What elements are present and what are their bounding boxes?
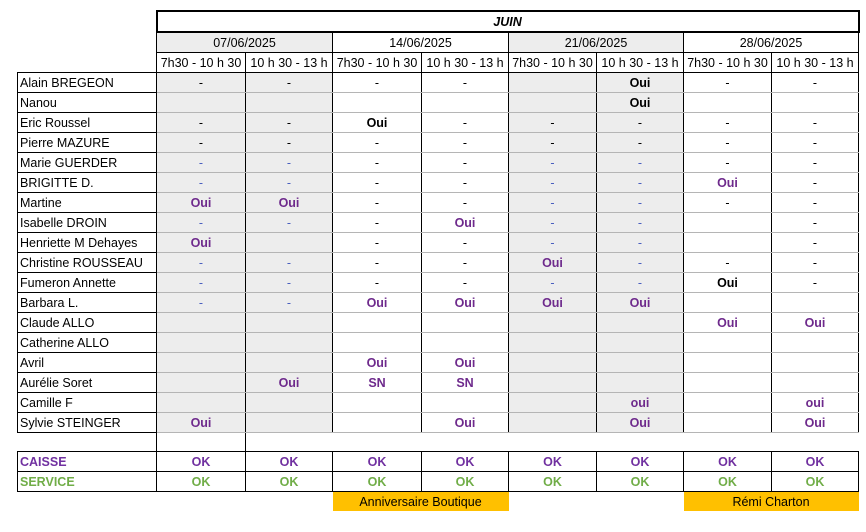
slot-cell[interactable]: -	[422, 273, 509, 293]
slot-cell[interactable]: -	[684, 73, 772, 93]
slot-cell[interactable]: -	[157, 173, 246, 193]
slot-cell[interactable]	[509, 313, 597, 333]
slot-cell[interactable]: Oui	[684, 173, 772, 193]
slot-cell[interactable]	[422, 313, 509, 333]
table-row	[18, 293, 859, 313]
slot-cell[interactable]	[772, 333, 859, 353]
table-row	[18, 213, 859, 233]
slot-cell[interactable]: -	[246, 113, 333, 133]
person-name: Aurélie Soret	[18, 373, 157, 393]
caisse-status: OK	[157, 452, 246, 472]
table-row	[18, 93, 859, 113]
slot-cell[interactable]: -	[772, 133, 859, 153]
slot-cell[interactable]: Oui	[597, 93, 684, 113]
slot-cell[interactable]: Oui	[597, 293, 684, 313]
month-title: JUIN	[157, 11, 859, 32]
slot-cell[interactable]: Oui	[333, 113, 422, 133]
slot-cell[interactable]: Oui	[422, 353, 509, 373]
slot-cell[interactable]: -	[509, 113, 597, 133]
slot-cell[interactable]: -	[684, 253, 772, 273]
slot-cell[interactable]: Oui	[157, 193, 246, 213]
slot-cell[interactable]	[509, 393, 597, 413]
slot-cell[interactable]: -	[157, 73, 246, 93]
slot-cell[interactable]: -	[597, 153, 684, 173]
slot-cell[interactable]	[157, 373, 246, 393]
service-status: OK	[422, 472, 509, 492]
person-name: Avril	[18, 353, 157, 373]
person-name: Camille F	[18, 393, 157, 413]
table-row	[18, 253, 859, 273]
slot-cell[interactable]	[684, 353, 772, 373]
table-row	[18, 333, 859, 353]
slot-cell[interactable]: -	[157, 133, 246, 153]
table-row	[18, 373, 859, 393]
person-name: Henriette M Dehayes	[18, 233, 157, 253]
person-name: Catherine ALLO	[18, 333, 157, 353]
slot-cell[interactable]: -	[422, 133, 509, 153]
caisse-label: CAISSE	[18, 452, 157, 472]
slot-cell[interactable]	[246, 233, 333, 253]
slot-cell[interactable]: -	[509, 153, 597, 173]
slot-cell[interactable]: -	[597, 233, 684, 253]
slot-cell[interactable]: -	[422, 153, 509, 173]
slot-cell[interactable]: -	[684, 133, 772, 153]
slot-cell[interactable]: oui	[772, 393, 859, 413]
person-name: Christine ROUSSEAU	[18, 253, 157, 273]
slot-cell[interactable]	[684, 233, 772, 253]
person-name: Pierre MAZURE	[18, 133, 157, 153]
person-name: Eric Roussel	[18, 113, 157, 133]
slot-cell[interactable]	[684, 213, 772, 233]
slot-cell[interactable]: -	[246, 73, 333, 93]
service-status: OK	[157, 472, 246, 492]
slot-cell[interactable]: -	[157, 293, 246, 313]
slot-cell[interactable]: -	[246, 253, 333, 273]
service-status: OK	[597, 472, 684, 492]
slot-cell[interactable]	[772, 353, 859, 373]
slot-cell[interactable]: -	[422, 173, 509, 193]
slot-cell[interactable]: Oui	[157, 413, 246, 433]
slot-header: 7h30 - 10 h 30	[684, 53, 772, 73]
slot-header: 10 h 30 - 13 h	[246, 53, 333, 73]
slot-cell[interactable]: Oui	[333, 353, 422, 373]
slot-cell[interactable]: -	[772, 213, 859, 233]
slot-cell[interactable]: -	[772, 113, 859, 133]
slot-cell[interactable]	[509, 413, 597, 433]
slot-cell[interactable]: Oui	[684, 313, 772, 333]
slot-cell[interactable]	[509, 353, 597, 373]
slot-cell[interactable]	[509, 373, 597, 393]
slot-cell[interactable]: -	[422, 73, 509, 93]
slot-cell[interactable]	[684, 333, 772, 353]
slot-cell[interactable]: -	[597, 173, 684, 193]
slot-cell[interactable]: -	[422, 253, 509, 273]
slot-cell[interactable]	[684, 93, 772, 113]
caisse-status: OK	[772, 452, 859, 472]
slot-cell[interactable]: Oui	[684, 273, 772, 293]
service-status: OK	[772, 472, 859, 492]
people-rows	[18, 73, 859, 433]
slot-cell[interactable]	[684, 373, 772, 393]
slot-cell[interactable]: -	[684, 193, 772, 213]
slot-cell[interactable]: Oui	[772, 413, 859, 433]
slot-cell[interactable]: -	[597, 273, 684, 293]
slot-cell[interactable]: -	[597, 113, 684, 133]
slot-cell[interactable]: Oui	[246, 193, 333, 213]
slot-cell[interactable]	[597, 333, 684, 353]
slot-cell[interactable]: -	[246, 293, 333, 313]
caisse-status: OK	[333, 452, 422, 472]
slot-cell[interactable]: SN	[422, 373, 509, 393]
slot-cell[interactable]	[597, 313, 684, 333]
slot-header: 10 h 30 - 13 h	[422, 53, 509, 73]
slot-cell[interactable]: -	[333, 73, 422, 93]
table-row	[18, 193, 859, 213]
slot-cell[interactable]: -	[684, 113, 772, 133]
slot-cell[interactable]: -	[597, 213, 684, 233]
date-header: 14/06/2025	[333, 32, 509, 53]
slot-cell[interactable]	[684, 413, 772, 433]
slot-cell[interactable]: Oui	[422, 413, 509, 433]
slot-cell[interactable]	[333, 313, 422, 333]
slot-cell[interactable]: -	[772, 253, 859, 273]
slot-cell[interactable]	[157, 353, 246, 373]
table-row	[18, 173, 859, 193]
slot-cell[interactable]: -	[509, 173, 597, 193]
date-header: 28/06/2025	[684, 32, 859, 53]
table-row	[18, 73, 859, 93]
slot-cell[interactable]: -	[246, 173, 333, 193]
slot-cell[interactable]: -	[509, 133, 597, 153]
slot-cell[interactable]	[333, 333, 422, 353]
slot-cell[interactable]	[772, 373, 859, 393]
service-label: SERVICE	[18, 472, 157, 492]
slot-cell[interactable]: -	[333, 213, 422, 233]
slot-cell[interactable]: -	[509, 193, 597, 213]
slot-cell[interactable]: -	[597, 253, 684, 273]
slot-cell[interactable]	[246, 353, 333, 373]
slot-cell[interactable]: Oui	[333, 293, 422, 313]
event-banner: Rémi Charton	[684, 492, 859, 512]
table-row	[18, 273, 859, 293]
table-row	[18, 313, 859, 333]
table-row	[18, 233, 859, 253]
slot-cell[interactable]: Oui	[772, 313, 859, 333]
service-status: OK	[333, 472, 422, 492]
slot-cell[interactable]: -	[246, 133, 333, 153]
slot-cell[interactable]	[246, 93, 333, 113]
table-row	[18, 393, 859, 413]
service-status: OK	[246, 472, 333, 492]
slot-cell[interactable]	[157, 393, 246, 413]
slot-cell[interactable]: oui	[597, 393, 684, 413]
slot-cell[interactable]: -	[246, 273, 333, 293]
slot-cell[interactable]: -	[772, 153, 859, 173]
person-name: Marie GUERDER	[18, 153, 157, 173]
slot-cell[interactable]	[684, 393, 772, 413]
slot-cell[interactable]	[246, 313, 333, 333]
slot-cell[interactable]	[157, 93, 246, 113]
caisse-status: OK	[597, 452, 684, 472]
slot-cell[interactable]	[597, 373, 684, 393]
slot-cell[interactable]	[509, 73, 597, 93]
slot-cell[interactable]: -	[333, 273, 422, 293]
slot-cell[interactable]: -	[772, 233, 859, 253]
table-row	[18, 153, 859, 173]
slot-cell[interactable]: -	[597, 133, 684, 153]
person-name: Fumeron Annette	[18, 273, 157, 293]
slot-cell[interactable]: Oui	[422, 293, 509, 313]
person-name: BRIGITTE D.	[18, 173, 157, 193]
slot-header: 7h30 - 10 h 30	[157, 53, 246, 73]
service-status: OK	[684, 472, 772, 492]
slot-cell[interactable]: -	[333, 173, 422, 193]
slot-cell[interactable]: -	[157, 153, 246, 173]
slot-cell[interactable]: -	[157, 253, 246, 273]
person-name: Claude ALLO	[18, 313, 157, 333]
slot-cell[interactable]: -	[772, 273, 859, 293]
slot-cell[interactable]	[684, 293, 772, 313]
caisse-status: OK	[422, 452, 509, 472]
slot-cell[interactable]: Oui	[157, 233, 246, 253]
slot-cell[interactable]	[597, 353, 684, 373]
slot-cell[interactable]: -	[422, 233, 509, 253]
slot-cell[interactable]	[246, 333, 333, 353]
service-status: OK	[509, 472, 597, 492]
person-name: Isabelle DROIN	[18, 213, 157, 233]
slot-cell[interactable]	[333, 93, 422, 113]
schedule-sheet	[17, 10, 860, 511]
person-name: Sylvie STEINGER	[18, 413, 157, 433]
slot-cell[interactable]: Oui	[597, 73, 684, 93]
slot-header: 7h30 - 10 h 30	[509, 53, 597, 73]
slot-cell[interactable]	[509, 93, 597, 113]
slot-cell[interactable]: -	[772, 173, 859, 193]
person-name: Martine	[18, 193, 157, 213]
slot-cell[interactable]: -	[684, 153, 772, 173]
slot-cell[interactable]: -	[333, 193, 422, 213]
slot-cell[interactable]	[422, 93, 509, 113]
slot-cell[interactable]	[157, 313, 246, 333]
slot-cell[interactable]	[246, 413, 333, 433]
caisse-status: OK	[246, 452, 333, 472]
schedule-table	[17, 10, 860, 511]
table-row	[18, 413, 859, 433]
slot-cell[interactable]: Oui	[422, 213, 509, 233]
slot-cell[interactable]	[157, 333, 246, 353]
slot-cell[interactable]: -	[333, 133, 422, 153]
slot-cell[interactable]: Oui	[597, 413, 684, 433]
slot-header: 10 h 30 - 13 h	[597, 53, 684, 73]
caisse-status: OK	[509, 452, 597, 472]
slot-cell[interactable]: SN	[333, 373, 422, 393]
slot-cell[interactable]: -	[246, 153, 333, 173]
slot-cell[interactable]: -	[509, 233, 597, 253]
slot-cell[interactable]	[422, 393, 509, 413]
slot-cell[interactable]: -	[333, 233, 422, 253]
slot-cell[interactable]: -	[422, 193, 509, 213]
slot-cell[interactable]: Oui	[509, 253, 597, 273]
slot-cell[interactable]: -	[157, 273, 246, 293]
date-header: 21/06/2025	[509, 32, 684, 53]
caisse-status: OK	[684, 452, 772, 472]
slot-cell[interactable]: -	[597, 193, 684, 213]
table-row	[18, 113, 859, 133]
slot-cell[interactable]	[333, 393, 422, 413]
slot-cell[interactable]: Oui	[246, 373, 333, 393]
slot-cell[interactable]: -	[157, 113, 246, 133]
slot-cell[interactable]	[422, 333, 509, 353]
slot-cell[interactable]: -	[333, 253, 422, 273]
date-header: 07/06/2025	[157, 32, 333, 53]
slot-cell[interactable]: -	[772, 193, 859, 213]
slot-header: 10 h 30 - 13 h	[772, 53, 859, 73]
table-row	[18, 353, 859, 373]
person-name: Alain BREGEON	[18, 73, 157, 93]
slot-cell[interactable]	[333, 413, 422, 433]
slot-cell[interactable]: -	[509, 273, 597, 293]
slot-header: 7h30 - 10 h 30	[333, 53, 422, 73]
person-name: Nanou	[18, 93, 157, 113]
slot-cell[interactable]: -	[772, 73, 859, 93]
table-row	[18, 133, 859, 153]
slot-cell[interactable]: Oui	[509, 293, 597, 313]
slot-cell[interactable]: -	[509, 213, 597, 233]
slot-cell[interactable]	[246, 393, 333, 413]
event-banner: Anniversaire Boutique	[333, 492, 509, 512]
slot-cell[interactable]: -	[157, 213, 246, 233]
slot-cell[interactable]: -	[422, 113, 509, 133]
person-name: Barbara L.	[18, 293, 157, 313]
slot-cell[interactable]	[772, 293, 859, 313]
slot-cell[interactable]	[509, 333, 597, 353]
slot-cell[interactable]	[772, 93, 859, 113]
slot-cell[interactable]: -	[333, 153, 422, 173]
slot-cell[interactable]: -	[246, 213, 333, 233]
